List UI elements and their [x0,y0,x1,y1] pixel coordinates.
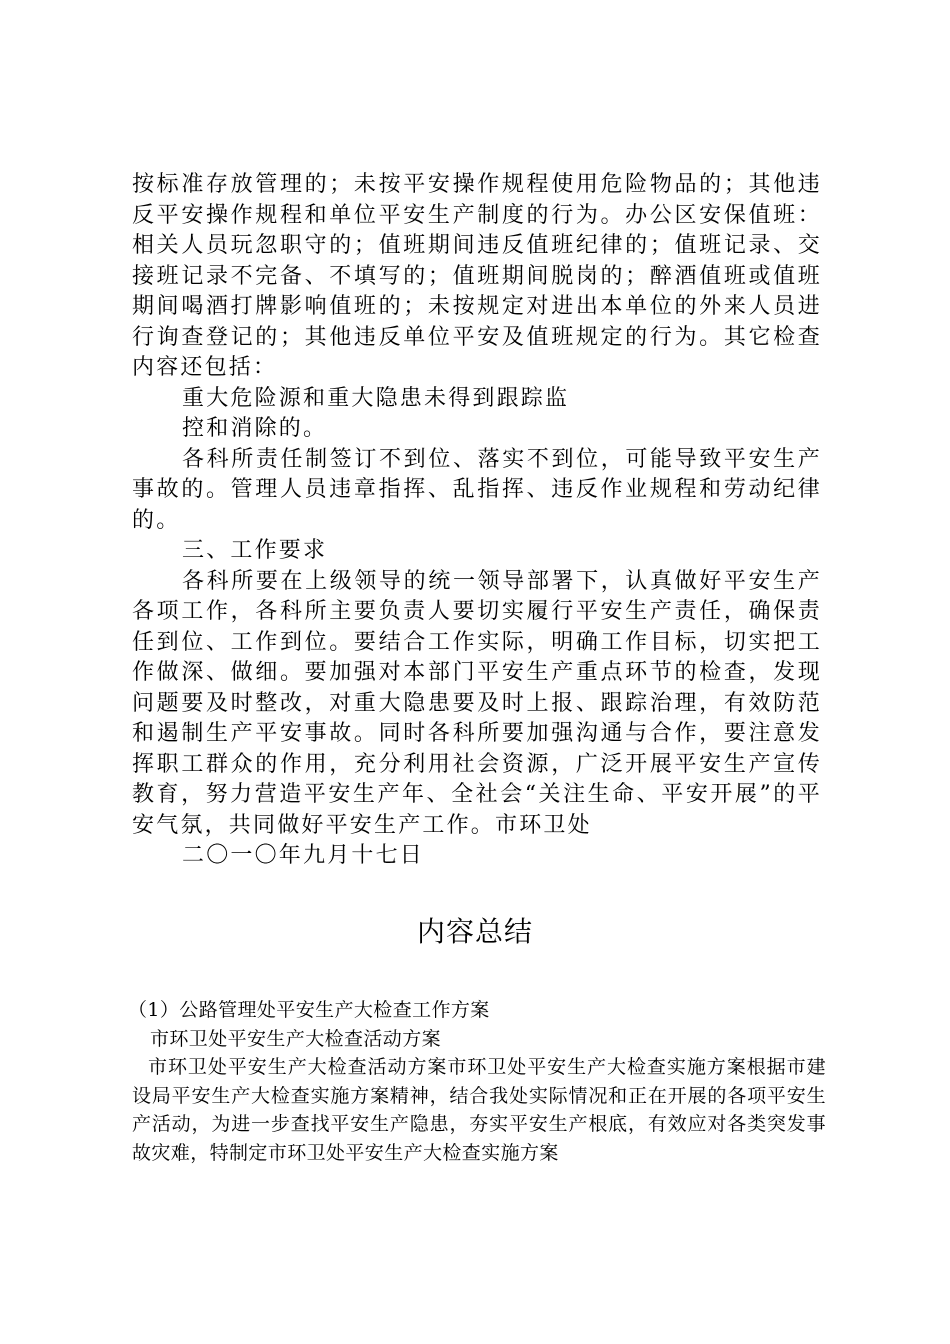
summary-section [128,996,826,1167]
summary-paragraph: 市环卫处平安生产大检查活动方案市环卫处平安生产大检查实施方案根据市建设局平安生产大检查实施方案精神，结合我处实际情况和正在开展的各项平安生产活动，为进一步查找平安生产隐患，夯实平安生产根底，有效应对各类突发事故灾难，特制定市环卫处平安生产大检查实施方案 [132,1056,826,1164]
section-heading-work-requirements: 三、工作要求 [182,538,328,563]
document-date: 二〇一〇年九月十七日 [182,843,425,868]
document-body [132,170,822,872]
body-paragraph-responsibility: 各科所责任制签订不到位、落实不到位，可能导致平安生产事故的。管理人员违章指挥、乱指挥、违反作业规程和劳动纪律的。 [132,446,822,533]
body-paragraph-hazards: 重大危险源和重大隐患未得到跟踪监 [182,385,570,411]
summary-title: 内容总结 [416,915,533,948]
body-paragraph-hazards-cont: 控和消除的。 [182,416,328,441]
summary-heading: （1）公路管理处平安生产大检查工作方案 [128,999,490,1021]
body-paragraph-violations: 按标准存放管理的；未按平安操作规程使用危险物品的；其他违反平安操作规程和单位平安生产制度的行为。办公区安保值班：相关人员玩忽职守的；值班期间违反值班纪律的；值班记录、交接班记录不完备、不填写的；值班期间脱岗的；醉酒值班或值班期间喝酒打牌影响值班的；未按规定对进出本单位的外来人员进行询查登记的；其他违反单位平安及值班规定的行为。其它检查内容还包括： [132,172,822,380]
body-paragraph-requirements: 各科所要在上级领导的统一领导部署下，认真做好平安生产各项工作，各科所主要负责人要切实履行平安生产责任，确保责任到位、工作到位。要结合工作实际，明确工作目标，切实把工作做深、做细。要加强对本部门平安生产重点环节的检查，发现问题要及时整改，对重大隐患要及时上报、跟踪治理，有效防范和遏制生产平安事故。同时各科所要加强沟通与合作，要注意发挥职工群众的作用，充分利用社会资源，广泛开展平安生产宣传教育，努力营造平安生产年、全社会“关注生命、平安开展”的平安气氛，共同做好平安生产工作。市环卫处 [132,568,822,838]
summary-subheading: 市环卫处平安生产大检查活动方案 [150,1027,442,1050]
